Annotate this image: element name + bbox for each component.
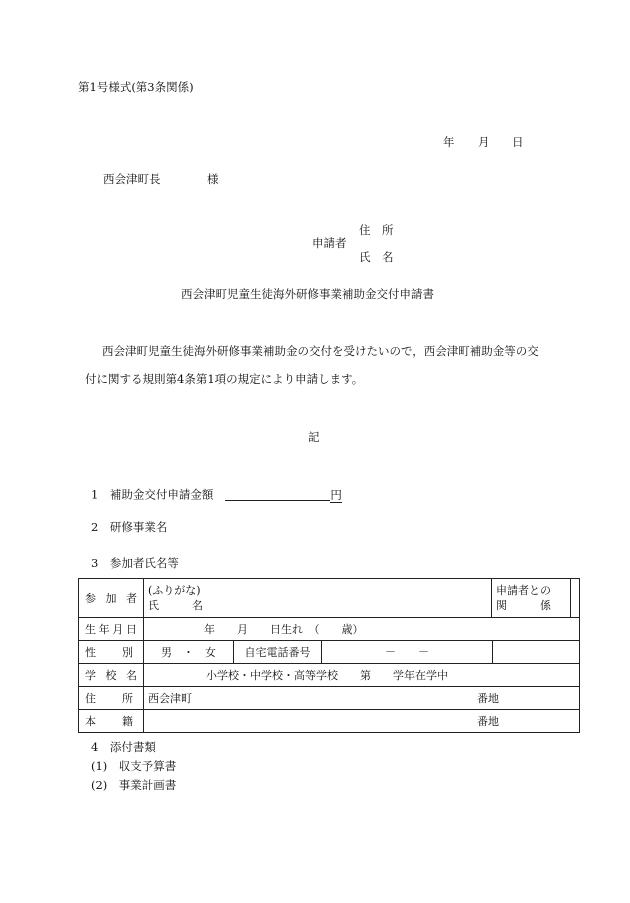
applicant-label: 申請者 — [312, 236, 347, 250]
sex-value: 男 ・ 女 — [144, 641, 234, 664]
phone-value-text: － － — [322, 641, 493, 663]
relation-value — [571, 579, 579, 617]
item-3: 3 参加者氏名等 — [91, 556, 179, 570]
address-value: 西会津町 — [148, 691, 192, 705]
relation-label-2: 関 係 — [496, 599, 552, 612]
participant-table — [78, 578, 580, 733]
form-number: 第1号様式(第3条関係) — [78, 80, 194, 94]
item-4: 4 添付書類 — [91, 740, 156, 754]
phone-label: 自宅電話番号 — [234, 641, 322, 664]
item-1-label: 1 補助金交付申請金額 — [91, 487, 214, 502]
document-title: 西会津町児童生徒海外研修事業補助金交付申請書 — [181, 287, 434, 301]
participant-name-cell — [144, 579, 492, 618]
banchi-label: 番地 — [477, 691, 500, 705]
addressee-name: 西会津町長 — [103, 172, 161, 186]
body-line-1: 西会津町児童生徒海外研修事業補助金の交付を受けたいので，西会津町補助金等の交 — [102, 344, 539, 358]
sex-label-cell: 性 別 — [79, 641, 144, 664]
applicant-address-label: 住 所 — [359, 223, 394, 237]
relation-label-1: 申請者との — [496, 584, 552, 597]
body-line-2: 付に関する規則第4条第1項の規定により申請します。 — [85, 372, 364, 386]
date-month: 月 — [478, 135, 490, 149]
address-value-cell — [144, 687, 580, 710]
attachment-1: (1) 収支予算書 — [91, 759, 177, 773]
item-2: 2 研修事業名 — [91, 520, 168, 534]
school-label-cell: 学 校 名 — [79, 664, 144, 687]
table-row — [79, 710, 580, 733]
date-year: 年 — [443, 135, 455, 149]
date-day: 日 — [512, 135, 524, 149]
honseki-label-cell: 本 籍 — [79, 710, 144, 733]
dob-value: 年 月 日生れ （ 歳） — [144, 618, 580, 641]
applicant-name-label: 氏 名 — [359, 250, 394, 264]
honseki-value-cell — [144, 710, 580, 733]
participant-label-cell: 参 加 者 — [79, 579, 144, 618]
phone-value — [322, 641, 580, 664]
relation-label-cell — [492, 579, 580, 618]
table-row — [79, 664, 580, 687]
furigana-label: (ふりがな) — [148, 584, 201, 597]
item-1-unit: 円 — [330, 487, 342, 502]
table-row — [79, 579, 580, 618]
ki-heading: 記 — [308, 430, 320, 444]
name-label: 氏 名 — [148, 599, 203, 612]
table-row — [79, 618, 580, 641]
table-row — [79, 641, 580, 664]
school-value: 小学校・中学校・高等学校 第 学年在学中 — [144, 664, 580, 687]
table-row — [79, 687, 580, 710]
dob-label-cell: 生 年 月 日 — [79, 618, 144, 641]
addressee-honorific: 様 — [207, 172, 219, 186]
banchi-label-2: 番地 — [477, 714, 500, 728]
amount-blank — [225, 488, 330, 501]
item-1 — [91, 488, 342, 501]
address-label-cell: 住 所 — [79, 687, 144, 710]
attachment-2: (2) 事業計画書 — [91, 778, 177, 792]
